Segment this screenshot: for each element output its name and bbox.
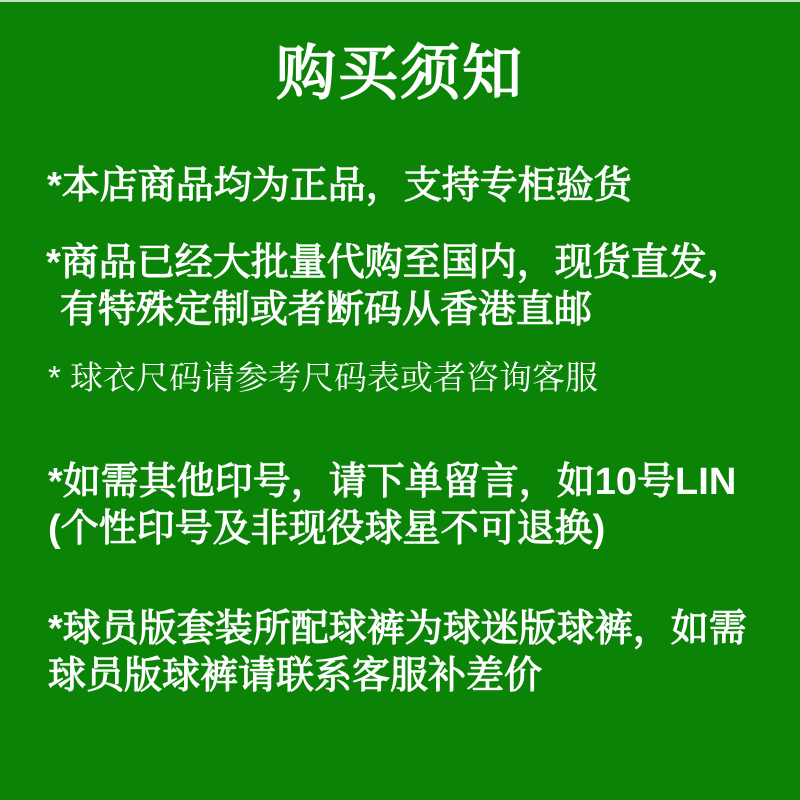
notice-line: *如需其他印号，请下单留言，如10号LIN (48, 461, 737, 503)
notice-paragraph-shipping (46, 240, 745, 334)
notice-line: 有特殊定制或者断码从香港直邮 (60, 289, 593, 331)
page-title: 购买须知 (276, 40, 524, 107)
notice-line: 球员版球裤请联系客服补差价 (48, 655, 543, 697)
notice-line: *商品已经大批量代购至国内，现货直发， (46, 242, 745, 284)
notice-paragraph-authenticity (47, 163, 632, 210)
notice-line: *本店商品均为正品，支持专柜验货 (47, 165, 632, 207)
notice-paragraph-custom-print (48, 459, 736, 553)
notice-paragraph-sizing (48, 357, 598, 398)
top-edge-line (0, 0, 800, 2)
notice-line: *球员版套装所配球裤为球迷版球裤，如需 (48, 608, 747, 650)
notice-line: (个性印号及非现役球星不可退换) (48, 508, 606, 550)
notice-line: * 球衣尺码请参考尺码表或者咨询客服 (48, 359, 599, 396)
notice-paragraph-shorts-version (48, 606, 747, 700)
